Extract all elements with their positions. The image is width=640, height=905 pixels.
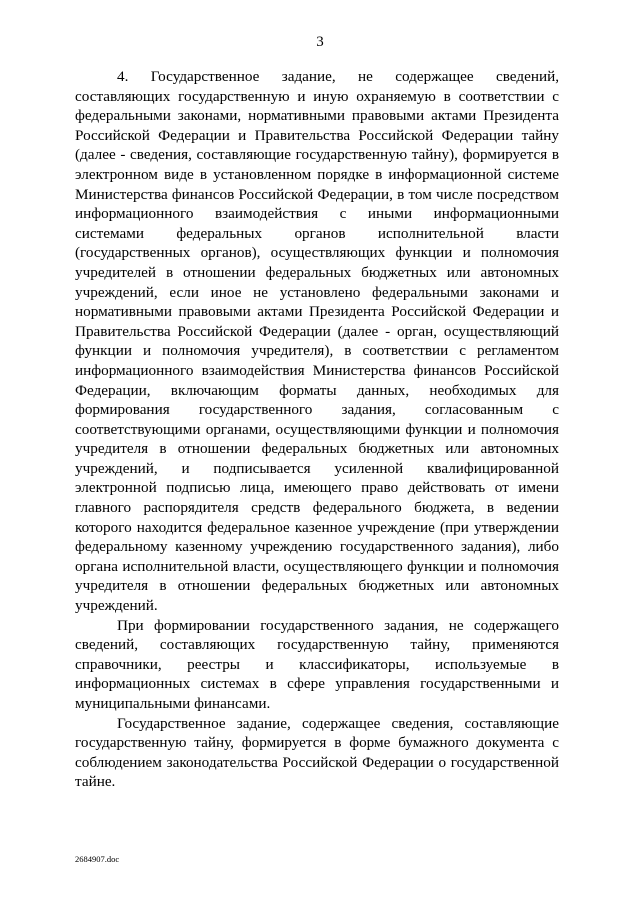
document-body <box>75 67 559 792</box>
paragraph-4-main: 4. Государственное задание, не содержащее сведений, составляющих государственную и иную охраняемую в соответствии с федеральными законами, нормативными правовыми актами Президента Российской Федерации и Правительства Российской Федерации тайну (далее - сведения, составляющие государственную тайну), формируется в электронном виде в установленном порядке в информационной системе Министерства финансов Российской Федерации, в том числе посредством информационного взаимодействия с иными информационными системами федеральных органов исполнительной власти (государственных органов), осуществляющих функции и полномочия учредителей в отношении федеральных бюджетных или автономных учреждений, если иное не установлено федеральными законами и нормативными правовыми актами Президента Российской Федерации и Правительства Российской Федерации (далее - орган, осуществляющий функции и полномочия учредителя), в соответствии с регламентом информационного взаимодействия Министерства финансов Российской Федерации, включающим форматы данных, необходимых для формирования государственного задания, согласованным с соответствующими органами, осуществляющими функции и полномочия учредителя в отношении федеральных бюджетных или автономных учреждений, и подписывается усиленной квалифицированной электронной подписью лица, имеющего право действовать от имени главного распорядителя средств федерального бюджета, в ведении которого находится федеральное казенное учреждение (при утверждении федеральному казенному учреждению государственного задания), либо органа исполнительной власти, осуществляющего функции и полномочия учредителя в отношении федеральных бюджетных или автономных учреждений. <box>75 68 559 615</box>
paragraph-state-secret: Государственное задание, содержащее сведения, составляющие государственную тайну, формируется в форме бумажного документа с соблюдением законодательства Российской Федерации о государственной тайне. <box>75 714 559 791</box>
paragraph-reference-books: При формировании государственного задания, не содержащего сведений, составляющих государственную тайну, применяются справочники, реестры и классификаторы, используемые в информационных системах в сфере управления государственными и муниципальными финансами. <box>75 616 559 712</box>
footer-doc-id: 2684907.doc <box>75 854 120 864</box>
page-number: 3 <box>316 34 324 50</box>
